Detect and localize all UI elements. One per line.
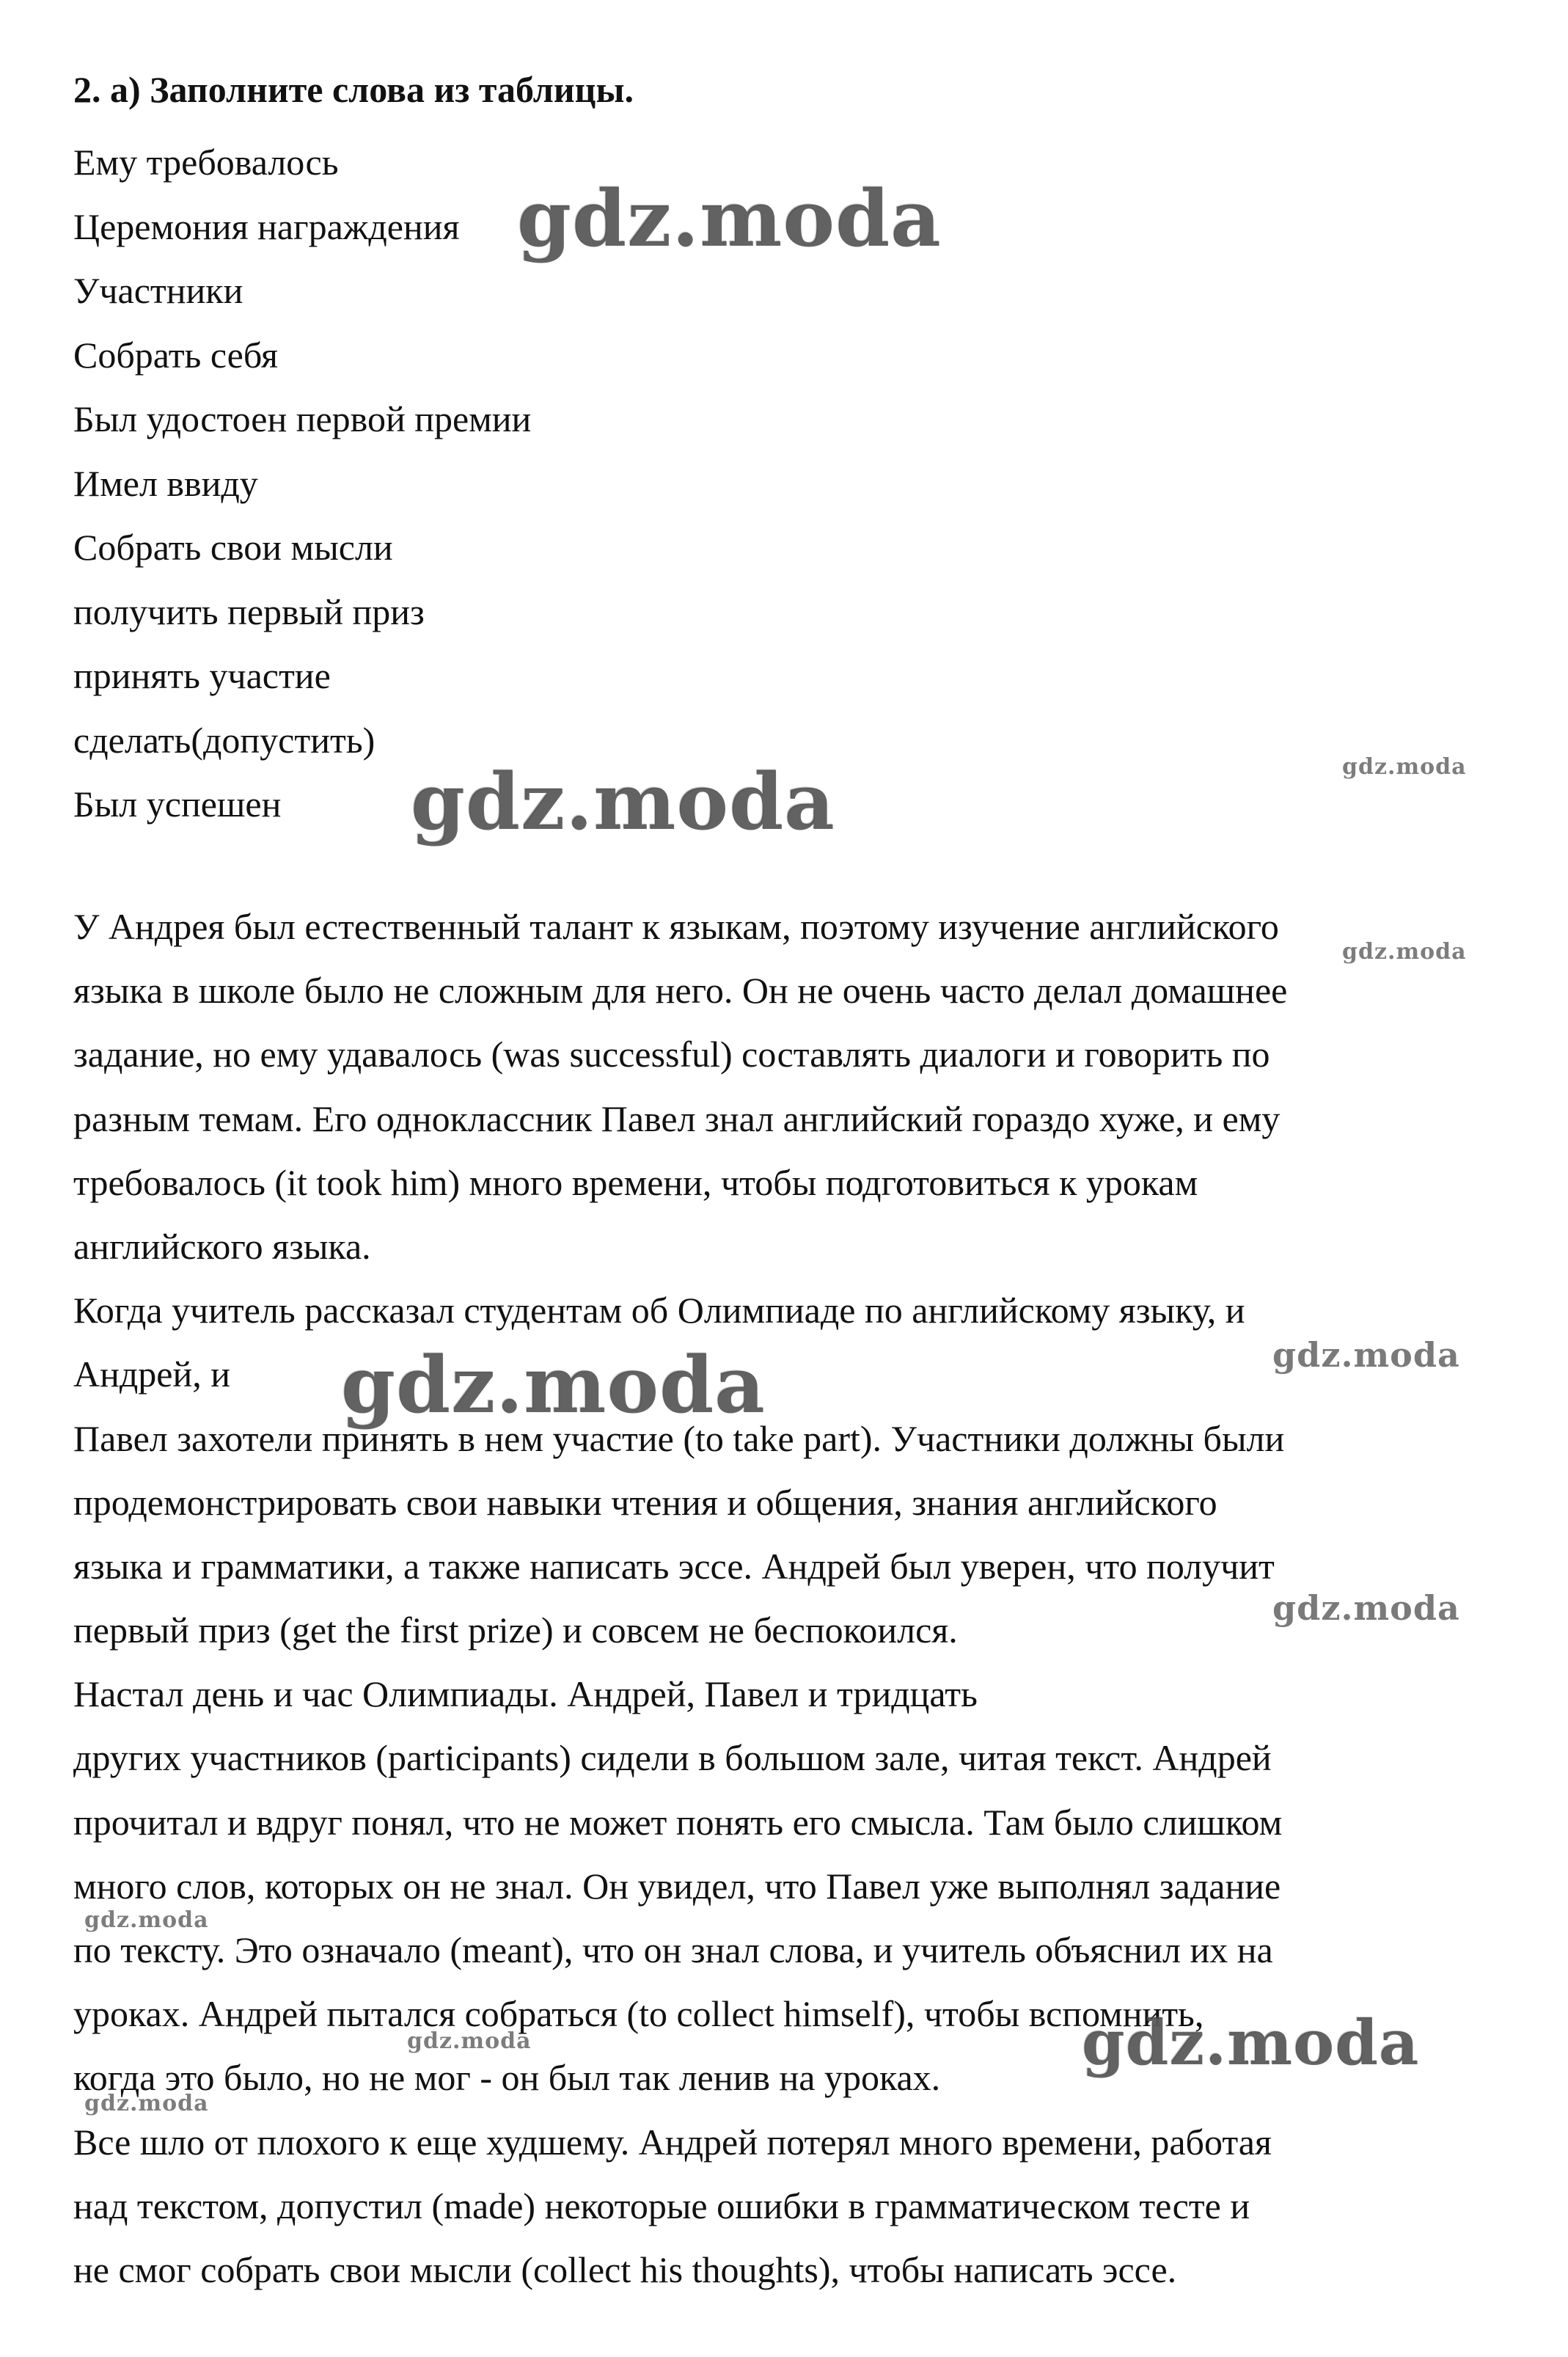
watermark: gdz.moda — [84, 2091, 209, 2116]
exercise-heading: 2. а) Заполните слова из таблицы. — [73, 69, 634, 110]
story-line: над текстом, допустил (made) некоторые ошибки в грамматическом тесте и — [73, 2185, 1250, 2226]
word-list — [73, 131, 531, 837]
watermark: gdz.moda — [1342, 939, 1467, 965]
story-line: языка в школе было не сложным для него. Он не очень часто делал домашнее — [73, 970, 1288, 1012]
watermark: gdz.moda — [341, 1339, 766, 1430]
story-line: языка и грамматики, а также написать эссе. Андрей был уверен, что получит — [73, 1545, 1275, 1587]
story-line: Когда учитель рассказал студентам об Олимпиаде по английскому языку, и — [73, 1290, 1245, 1331]
word-list-item: Собрать себя — [73, 334, 279, 376]
word-list-item: Ему требовалось — [73, 142, 339, 183]
story-line: когда это было, но не мог - он был так ленив на уроках. — [73, 2057, 941, 2099]
watermark: gdz.moda — [84, 1907, 209, 1933]
story-line: других участников (participants) сидели в большом зале, читая текст. Андрей — [73, 1737, 1272, 1779]
story-line: Андрей, и — [73, 1353, 231, 1395]
story-line: требовалось (it took him) много времени, чтобы подготовиться к урокам — [73, 1161, 1198, 1203]
watermark: gdz.moda — [517, 172, 942, 264]
watermark: gdz.moda — [411, 756, 835, 847]
story-line: Павел захотели принять в нем участие (to take part). Участники должны были — [73, 1417, 1285, 1459]
word-list-item: принять участие — [73, 655, 331, 696]
story-line: уроках. Андрей пытался собраться (to collect himself), чтобы вспомнить, — [73, 1993, 1204, 2035]
word-list-item: Собрать свои мысли — [73, 527, 393, 568]
word-list-item: Имел ввиду — [73, 462, 258, 504]
story-line: задание, но ему удавалось (was successful) составлять диалоги и говорить по — [73, 1034, 1270, 1075]
word-list-item: Участники — [73, 270, 243, 311]
word-list-item: Был успешен — [73, 783, 282, 825]
story-line: Настал день и час Олимпиады. Андрей, Павел и тридцать — [73, 1673, 978, 1715]
watermark: gdz.moda — [1272, 1335, 1460, 1375]
watermark: gdz.moda — [1342, 754, 1467, 780]
story-line: Все шло от плохого к еще худшему. Андрей потерял много времени, работая — [73, 2121, 1272, 2163]
story-text — [73, 895, 1511, 2302]
watermark: gdz.moda — [1082, 2006, 1420, 2079]
story-line: первый приз (get the first prize) и совсем не беспокоился. — [73, 1609, 958, 1651]
watermark: gdz.moda — [407, 2028, 532, 2054]
word-list-item: Церемония награждения — [73, 205, 460, 247]
story-line: английского языка. — [73, 1225, 371, 1267]
story-line: продемонстрировать свои навыки чтения и общения, знания английского — [73, 1481, 1217, 1523]
watermark: gdz.moda — [1272, 1588, 1460, 1628]
story-line: У Андрея был естественный талант к языкам, поэтому изучение английского — [73, 906, 1279, 947]
word-list-item: сделать(допустить) — [73, 719, 375, 761]
story-line: по тексту. Это означало (meant), что он знал слова, и учитель объяснил их на — [73, 1929, 1273, 1970]
word-list-item: Был удостоен первой премии — [73, 398, 532, 439]
story-line: прочитал и вдруг понял, что не может понять его смысла. Там было слишком — [73, 1801, 1283, 1843]
story-line: много слов, которых он не знал. Он увидел, что Павел уже выполнял задание — [73, 1865, 1281, 1907]
story-line: разным темам. Его одноклассник Павел знал английский гораздо хуже, и ему — [73, 1097, 1281, 1139]
word-list-item: получить первый приз — [73, 591, 425, 632]
story-line: не смог собрать свои мысли (collect his thoughts), чтобы написать эссе. — [73, 2248, 1177, 2290]
